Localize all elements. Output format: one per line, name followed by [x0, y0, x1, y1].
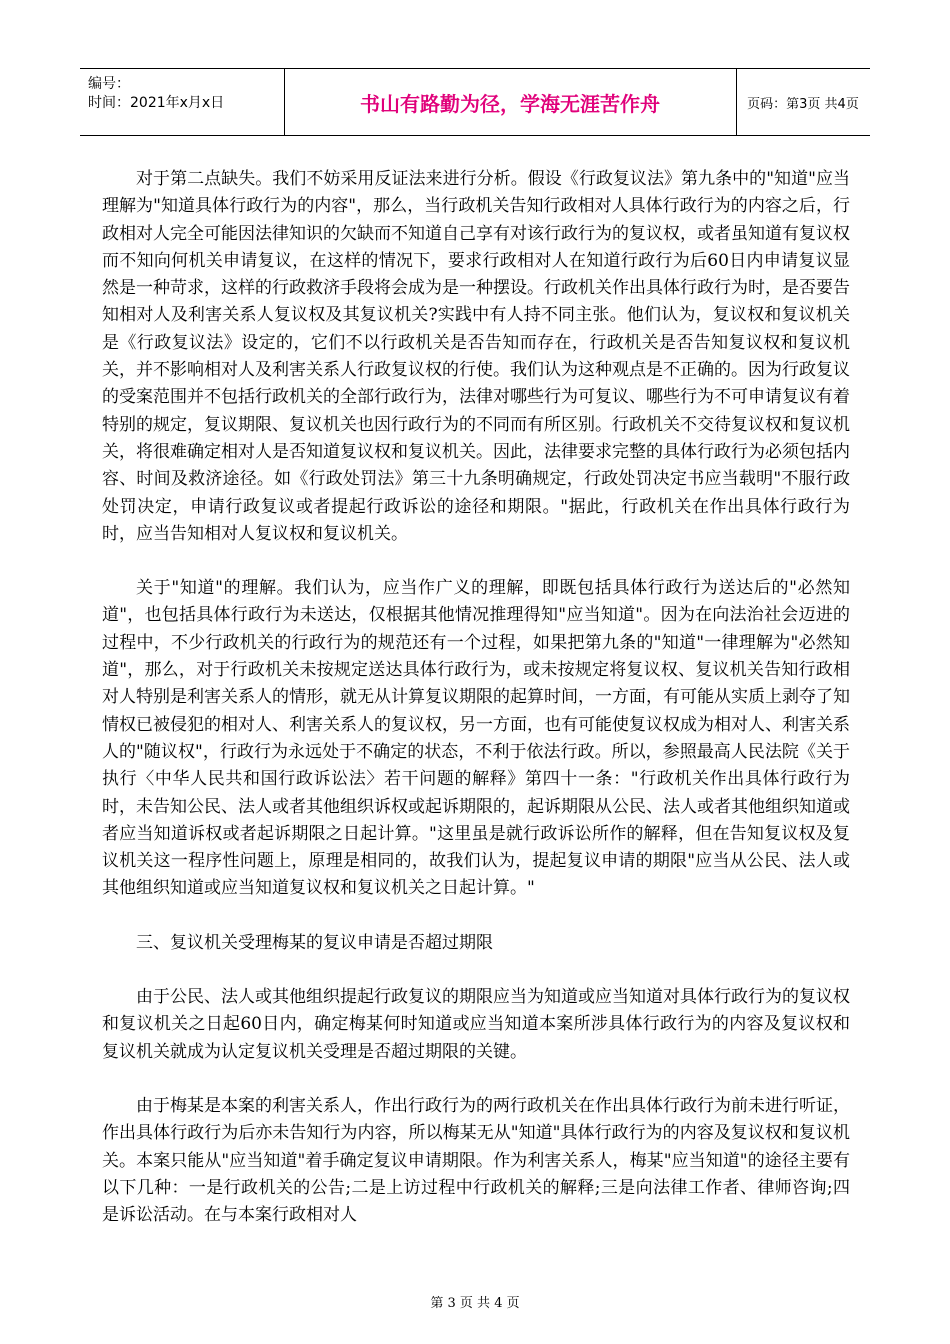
page-footer: 第 3 页 共 4 页 — [430, 1296, 520, 1311]
body-paragraph: 由于公民、法人或其他组织提起行政复议的期限应当为知道或应当知道对具体行政行为的复议权和复议机关之日起60日内，确定梅某何时知道或应当知道本案所涉具体行政行为的内容及复议权和复议机关就成为认定复议机关受理是否超过期限的关键。 — [102, 987, 850, 1062]
header-meta-cell — [80, 69, 285, 135]
header-page-info: 页码：第3页 共4页 — [747, 96, 859, 112]
body-paragraph: 对于第二点缺失。我们不妨采用反证法来进行分析。假设《行政复议法》第九条中的"知道"应当理解为"知道具体行政行为的内容"，那么，当行政机关告知行政相对人具体行政行为的内容之后，行政相对人完全可能因法律知识的欠缺而不知道自己享有对该行政行为的复议权，或者虽知道有复议权而不知向何机关申请复议，在这样的情况下，要求行政相对人在知道行政行为后60日内申请复议显然是一种苛求，这样的行政救济手段将会成为是一种摆设。行政机关作出具体行政行为时，是否要告知相对人及利害关系人复议权及其复议机关?实践中有人持不同主张。他们认为，复议权和复议机关是《行政复议法》设定的，它们不以行政机关是否告知而存在，行政机关是否告知复议权和复议机关，并不影响相对人及利害关系人行政复议权的行使。我们认为这种观点是不正确的。因为行政复议的受案范围并不包括行政机关的全部行政行为，法律对哪些行为可复议、哪些行为不可申请复议有着特别的规定，复议期限、复议机关也因行政行为的不同而有所区别。行政机关不交待复议权和复议机关，将很难确定相对人是否知道复议权和复议机关。因此，法律要求完整的具体行政行为必须包括内容、时间及救济途径。如《行政处罚法》第三十九条明确规定，行政处罚决定书应当载明"不服行政处罚决定，申请行政复议或者提起行政诉讼的途径和期限。"据此，行政机关在作出具体行政行为时，应当告知相对人复议权和复议机关。 — [102, 169, 850, 544]
body-paragraph: 关于"知道"的理解。我们认为，应当作广义的理解，即既包括具体行政行为送达后的"必然知道"，也包括具体行政行为未送达，仅根据其他情况推理得知"应当知道"。因为在向法治社会迈进的过程中，不少行政机关的行政行为的规范还有一个过程，如果把第九条的"知道"一律理解为"必然知道"，那么，对于行政机关未按规定送达具体行政行为，或未按规定将复议权、复议机关告知行政相对人特别是利害关系人的情形，就无从计算复议期限的起算时间，一方面，有可能从实质上剥夺了知情权已被侵犯的相对人、利害关系人的复议权，另一方面，也有可能使复议权成为相对人、利害关系人的"随议权"，行政行为永远处于不确定的状态，不利于依法行政。所以，参照最高人民法院《关于执行〈中华人民共和国行政诉讼法〉若干问题的解释》第四十一条："行政机关作出具体行政行为时，未告知公民、法人或者其他组织诉权或起诉期限的，起诉期限从公民、法人或者其他组织知道或者应当知道诉权或者起诉期限之日起计算。"这里虽是就行政诉讼所作的解释，但在告知复议权及复议机关这一程序性问题上，原理是相同的，故我们认为，提起复议申请的期限"应当从公民、法人或其他组织知道或应当知道复议权和复议机关之日起计算。" — [102, 578, 850, 899]
page-header — [80, 68, 870, 136]
document-date-label: 时间：2021年x月x日 — [88, 95, 225, 111]
section-heading: 三、复议机关受理梅某的复议申请是否超过期限 — [136, 932, 493, 953]
document-body — [102, 166, 850, 1256]
document-number-label: 编号： — [88, 76, 130, 92]
body-paragraph: 由于梅某是本案的利害关系人，作出行政行为的两行政机关在作出具体行政行为前未进行听证，作出具体行政行为后亦未告知行为内容，所以梅某无从"知道"具体行政行为的内容及复议权和复议机关。本案只能从"应当知道"着手确定复议申请期限。作为利害关系人，梅某"应当知道"的途径主要有以下几种：一是行政机关的公告;二是上访过程中行政机关的解释;三是向法律工作者、律师咨询;四是诉讼活动。在与本案行政相对人 — [102, 1095, 850, 1226]
header-motto: 书山有路勤为径，学海无涯苦作舟 — [360, 91, 660, 116]
header-motto-cell — [284, 69, 737, 135]
header-page-cell — [736, 69, 870, 135]
